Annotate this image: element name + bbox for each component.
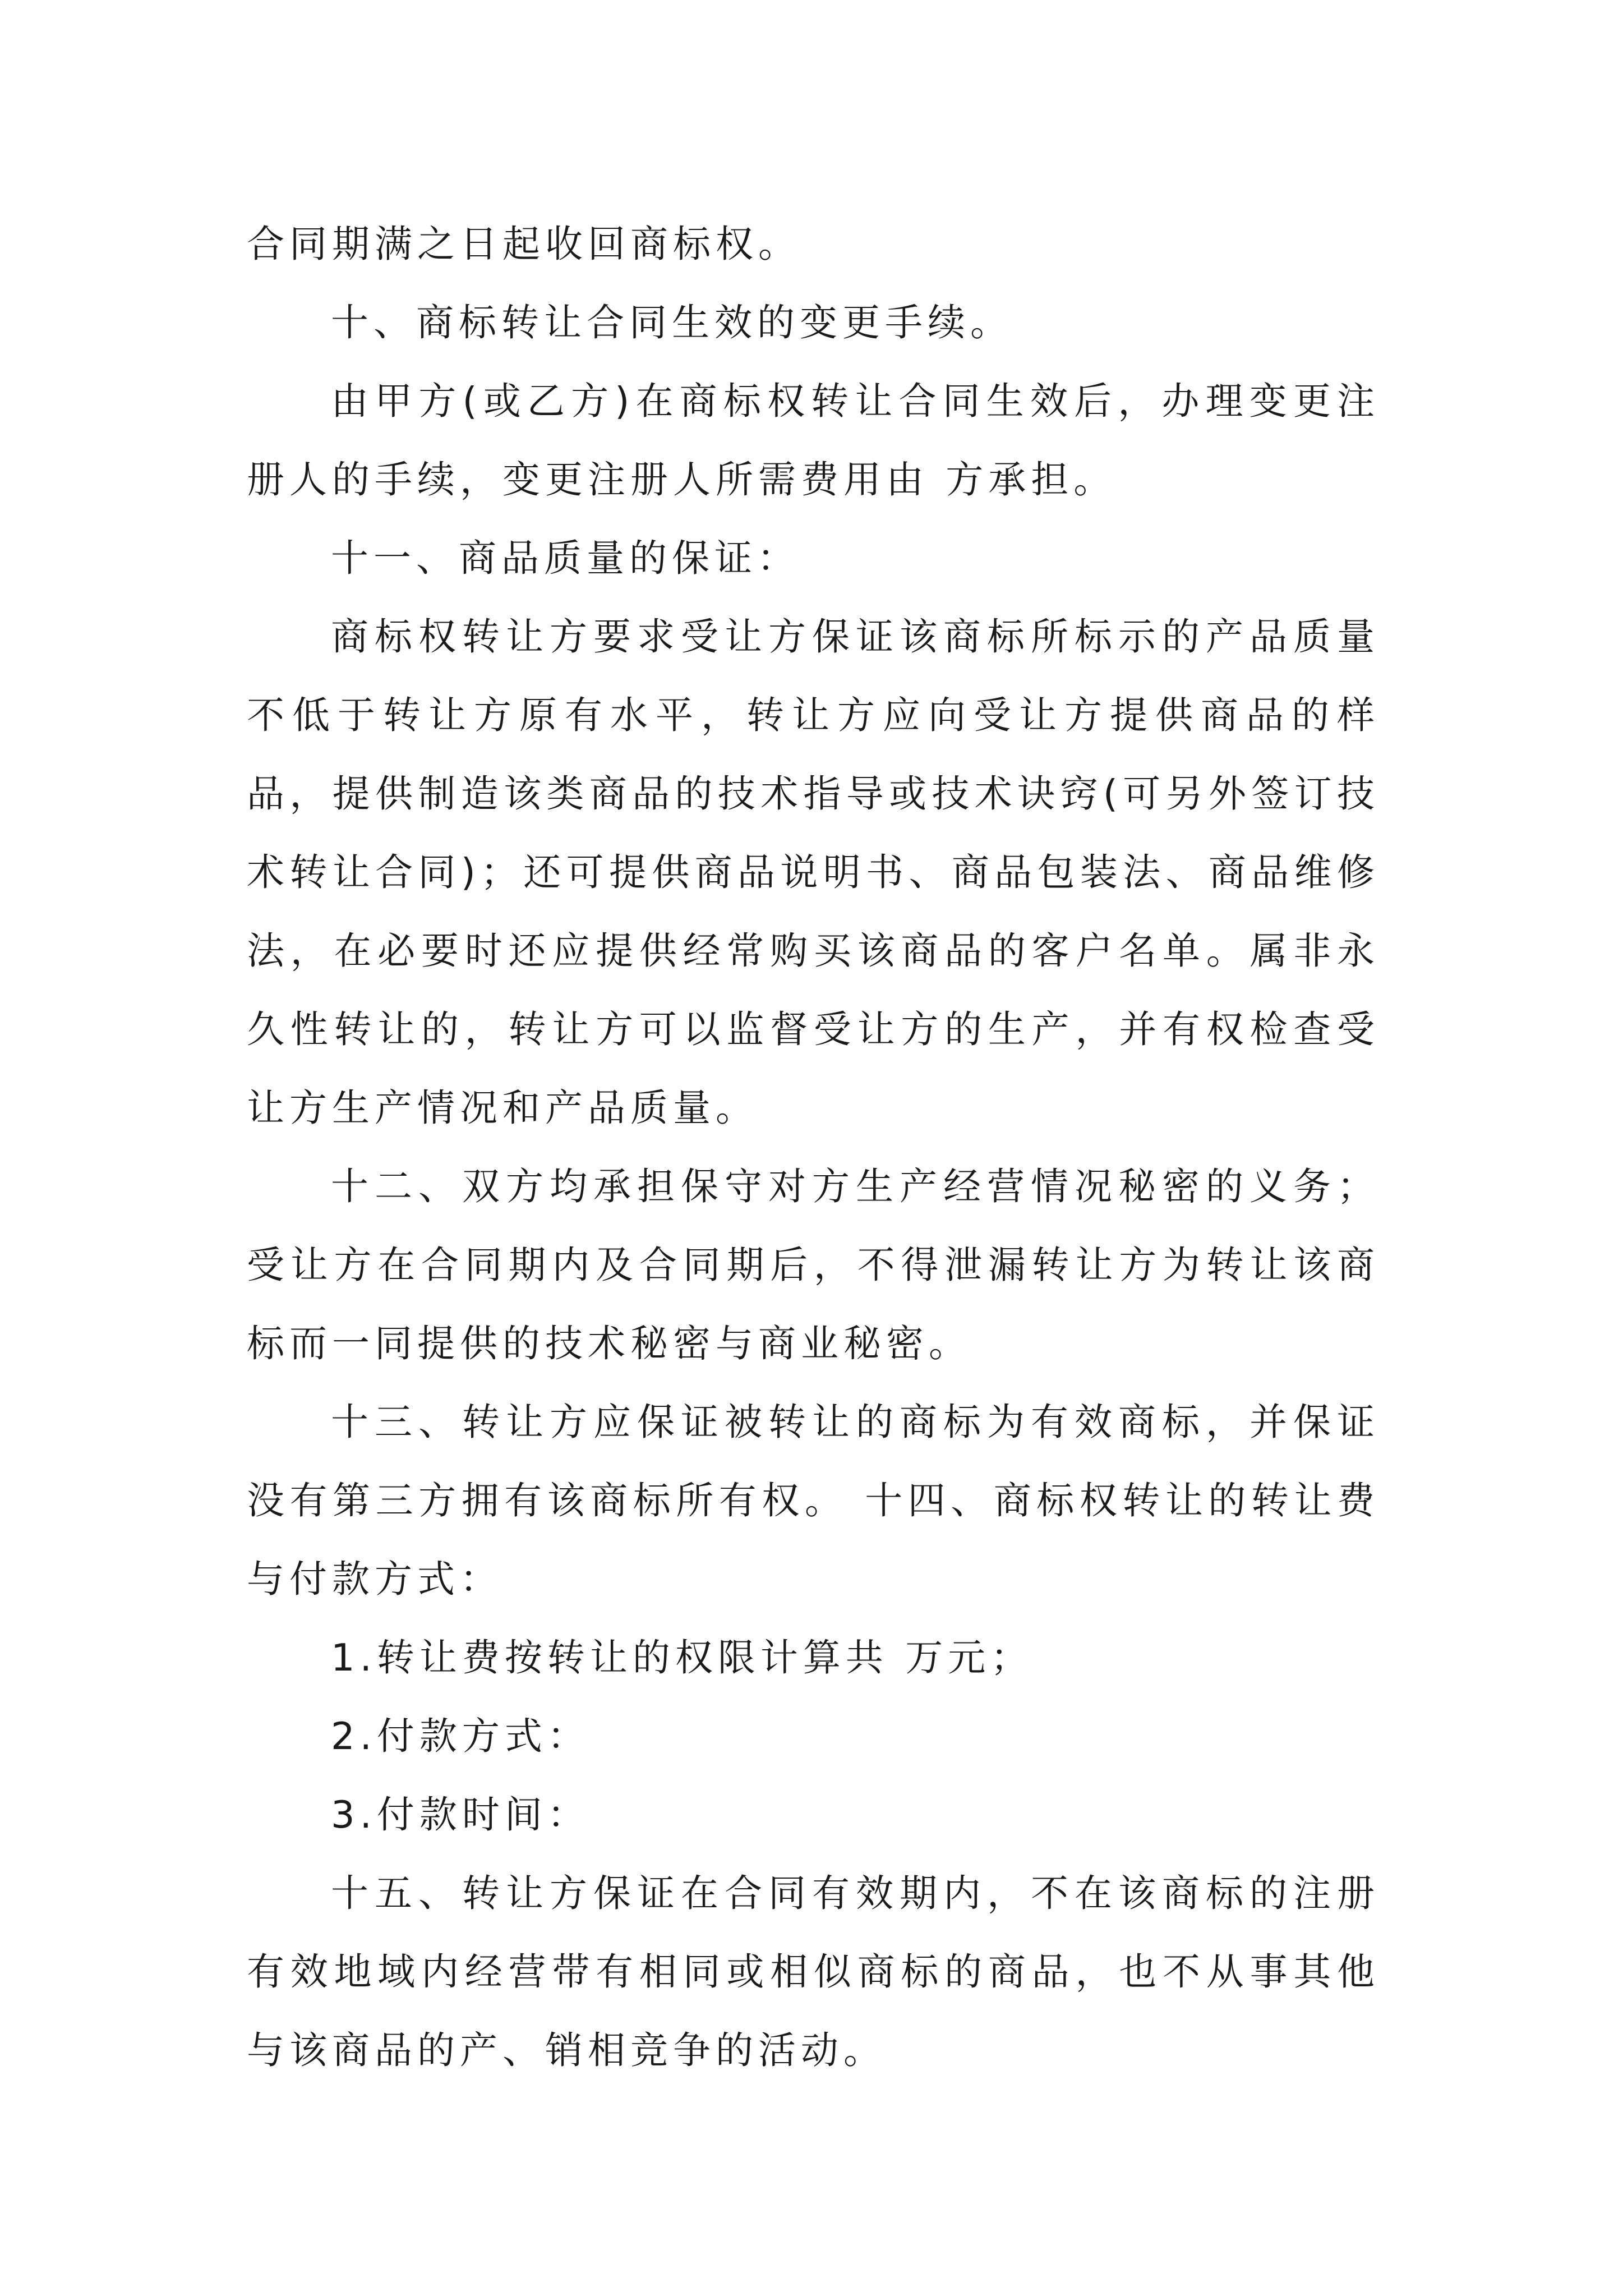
paragraph-contract-expiry: 合同期满之日起收回商标权。 [247, 222, 801, 266]
list-item-transfer-fee: 1.转让费按转让的权限计算共 万元； [331, 1636, 1034, 1680]
paragraph-clause-15: 十五、转让方保证在合同有效期内，不在该商标的注册有效地域内经营带有相同或相似商标的商品，也不从事其他与该商品的产、销相竞争的活动。 [247, 1871, 1380, 2072]
paragraph-clause-13-14: 十三、转让方应保证被转让的商标为有效商标，并保证没有第三方拥有该商标所有权。 十四、商标权转让的转让费与付款方式： [247, 1400, 1380, 1601]
heading-clause-11: 十一、商品质量的保证： [331, 536, 800, 580]
paragraph-clause-11-body: 商标权转让方要求受让方保证该商标所标示的产品质量不低于转让方原有水平，转让方应向受让方提供商品的样品，提供制造该类商品的技术指导或技术诀窍(可另外签订技术转让合同)；还可提供商品说明书、商品包装法、商品维修法，在必要时还应提供经常购买该商品的客户名单。属非永久性转让的，转让方可以监督受让方的生产，并有权检查受让方生产情况和产品质量。 [247, 615, 1380, 1130]
document-body [247, 205, 1380, 2090]
list-item-payment-time: 3.付款时间： [331, 1793, 590, 1837]
list-item-payment-method: 2.付款方式： [331, 1714, 590, 1758]
paragraph-clause-10-body: 由甲方(或乙方)在商标权转让合同生效后，办理变更注册人的手续，变更注册人所需费用由 方承担。 [247, 379, 1380, 501]
paragraph-clause-12: 十二、双方均承担保守对方生产经营情况秘密的义务；受让方在合同期内及合同期后，不得泄漏转让方为转让该商标而一同提供的技术秘密与商业秘密。 [247, 1165, 1380, 1365]
heading-clause-10: 十、商标转让合同生效的变更手续。 [331, 301, 1013, 344]
